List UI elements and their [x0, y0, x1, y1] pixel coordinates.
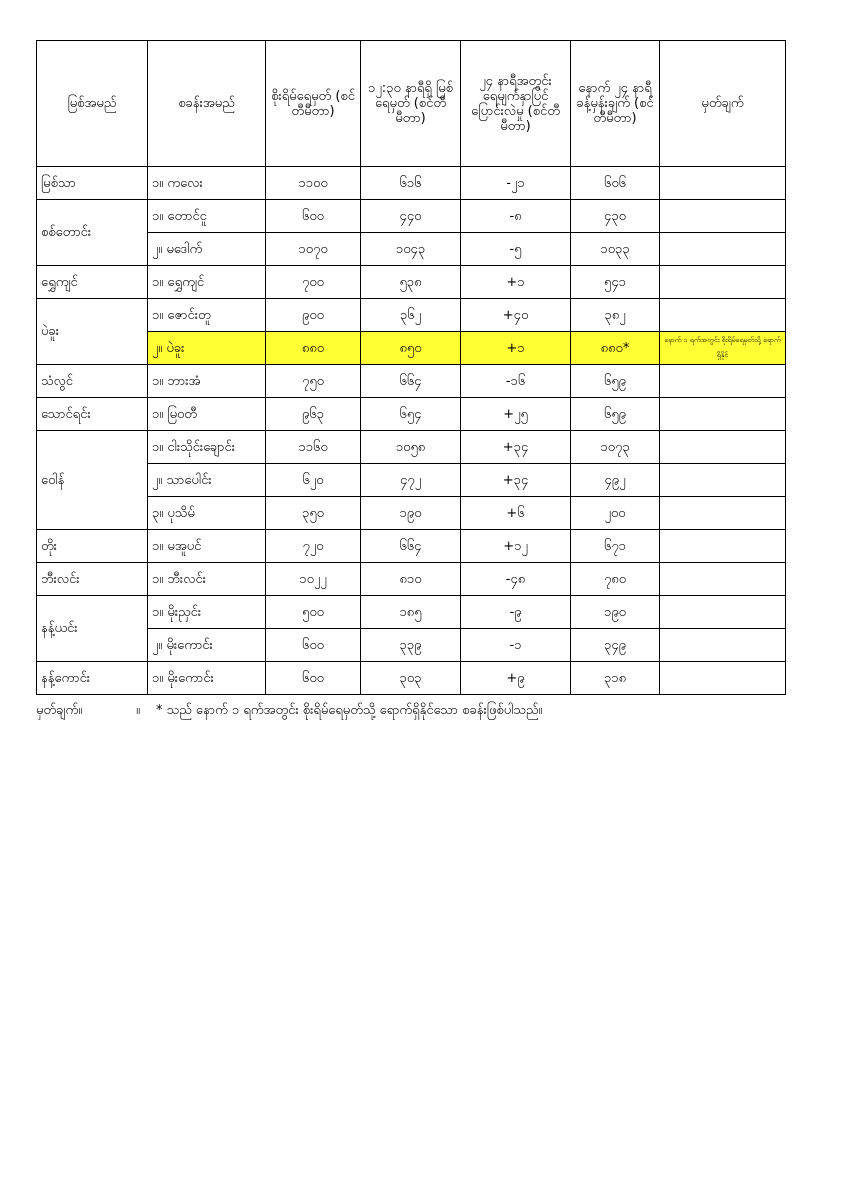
danger-level-cell: ၉၆၃	[266, 398, 361, 431]
forecast-cell: ၂၀၀	[571, 497, 660, 530]
river-name-cell: နန့်ယင်း	[37, 596, 148, 662]
table-row	[37, 431, 786, 464]
current-level-cell: ၈၅၀	[361, 332, 461, 365]
station-name-cell: ၂။ သာပေါင်း	[148, 464, 266, 497]
forecast-cell: ၁၀၃၃	[571, 233, 660, 266]
remark-cell	[660, 497, 786, 530]
current-level-cell: ၆၆၄	[361, 530, 461, 563]
remark-cell	[660, 596, 786, 629]
remark-cell	[660, 167, 786, 200]
current-level-cell: ၆၆၄	[361, 365, 461, 398]
table-row	[37, 266, 786, 299]
change-cell: +၃၄	[461, 431, 571, 464]
remark-cell	[660, 200, 786, 233]
table-row	[37, 398, 786, 431]
header-river: မြစ်အမည်	[37, 41, 148, 167]
danger-level-cell: ၉၀၀	[266, 299, 361, 332]
river-name-cell: ပဲခူး	[37, 299, 148, 365]
table-row	[37, 563, 786, 596]
header-24h-change: ၂၄ နာရီအတွင်း ရေမျက်နှာပြင် ပြောင်းလဲမှု (စင်တီမီတာ)	[461, 41, 571, 167]
header-danger-level: စိုးရိမ်ရေမှတ် (စင်တီမီတာ)	[266, 41, 361, 167]
current-level-cell: ၁၈၅	[361, 596, 461, 629]
river-name-cell: မြစ်သာ	[37, 167, 148, 200]
danger-level-cell: ၁၁၀၀	[266, 167, 361, 200]
station-name-cell: ၁။ မိုးကောင်း	[148, 662, 266, 695]
footnote-label: မှတ်ချက်။	[36, 703, 83, 718]
danger-level-cell: ၆၂၀	[266, 464, 361, 497]
change-cell: -၉	[461, 596, 571, 629]
danger-level-cell: ၇၅၀	[266, 365, 361, 398]
remark-cell	[660, 431, 786, 464]
footnote-separator: ။	[136, 703, 140, 718]
change-cell: -၄၈	[461, 563, 571, 596]
table-row	[37, 629, 786, 662]
river-name-cell: စစ်တောင်း	[37, 200, 148, 266]
station-name-cell: ၁။ မြဝတီ	[148, 398, 266, 431]
forecast-cell: ၆၀၆	[571, 167, 660, 200]
forecast-cell: ၁၀၇၃	[571, 431, 660, 464]
current-level-cell: ၁၉၀	[361, 497, 461, 530]
forecast-cell: ၄၃၀	[571, 200, 660, 233]
station-name-cell: ၁။ ဘီးလင်း	[148, 563, 266, 596]
danger-level-cell: ၁၀၇၀	[266, 233, 361, 266]
station-name-cell: ၂။ ပဲခူး	[148, 332, 266, 365]
river-name-cell: သောင်ရင်း	[37, 398, 148, 431]
forecast-cell: ၅၄၁	[571, 266, 660, 299]
table-row	[37, 299, 786, 332]
remark-cell	[660, 662, 786, 695]
table-row	[37, 167, 786, 200]
remark-cell	[660, 563, 786, 596]
danger-level-cell: ၇၂၀	[266, 530, 361, 563]
forecast-cell: ၃၁၈	[571, 662, 660, 695]
footnote	[36, 702, 542, 721]
river-name-cell: ရွှေကျင်	[37, 266, 148, 299]
change-cell: -၁	[461, 629, 571, 662]
danger-level-cell: ၃၅၀	[266, 497, 361, 530]
river-name-cell: တိုး	[37, 530, 148, 563]
current-level-cell: ၃၃၉	[361, 629, 461, 662]
station-name-cell: ၁။ ငါးသိုင်းချောင်း	[148, 431, 266, 464]
forecast-cell: ၇၈၀	[571, 563, 660, 596]
remark-cell	[660, 233, 786, 266]
table-row	[37, 200, 786, 233]
current-level-cell: ၄၇၂	[361, 464, 461, 497]
forecast-cell: ၆၅၉	[571, 365, 660, 398]
danger-level-cell: ၇၀၀	[266, 266, 361, 299]
danger-level-cell: ၅၀၀	[266, 596, 361, 629]
current-level-cell: ၄၄၀	[361, 200, 461, 233]
station-name-cell: ၂။ မိုးကောင်း	[148, 629, 266, 662]
river-name-cell: သံလွင်	[37, 365, 148, 398]
table-row	[37, 365, 786, 398]
forecast-cell: ၃၈၂	[571, 299, 660, 332]
header-station: စခန်းအမည်	[148, 41, 266, 167]
station-name-cell: ၁။ ဇောင်းတူ	[148, 299, 266, 332]
danger-level-cell: ၈၈၀	[266, 332, 361, 365]
header-remarks: မှတ်ချက်	[660, 41, 786, 167]
river-name-cell: ဘီးလင်း	[37, 563, 148, 596]
current-level-cell: ၁၀၅၈	[361, 431, 461, 464]
station-name-cell: ၃။ ပုသိမ်	[148, 497, 266, 530]
header-current-level: ၁၂:၃၀ နာရီရှိ မြစ်ရေမှတ် (စင်တီမီတာ)	[361, 41, 461, 167]
change-cell: -၈	[461, 200, 571, 233]
river-name-cell: ဝေါန်	[37, 431, 148, 530]
forecast-cell: ၁၉၀	[571, 596, 660, 629]
danger-level-cell: ၆၀၀	[266, 629, 361, 662]
danger-level-cell: ၁၁၆၀	[266, 431, 361, 464]
river-level-table	[36, 40, 786, 695]
station-name-cell: ၁။ မအူပင်	[148, 530, 266, 563]
table-row	[37, 233, 786, 266]
table-row	[37, 662, 786, 695]
change-cell: +၃၄	[461, 464, 571, 497]
table-row	[37, 530, 786, 563]
station-name-cell: ၁။ မိုးညှင်း	[148, 596, 266, 629]
danger-level-cell: ၆၀၀	[266, 662, 361, 695]
remark-cell: နောက် ၁ ရက်အတွင်း စိုးရိမ်ရေမှတ်သို့ ရောက်ရှိနိုင်	[660, 332, 786, 365]
table-row	[37, 332, 786, 365]
forecast-cell: ၆၇၁	[571, 530, 660, 563]
danger-level-cell: ၆၀၀	[266, 200, 361, 233]
current-level-cell: ၆၅၄	[361, 398, 461, 431]
remark-cell	[660, 530, 786, 563]
forecast-cell: ၄၉၂	[571, 464, 660, 497]
change-cell: +၉	[461, 662, 571, 695]
change-cell: -၅	[461, 233, 571, 266]
header-row	[37, 41, 786, 167]
change-cell: +၄၀	[461, 299, 571, 332]
danger-level-cell: ၁၀၂၂	[266, 563, 361, 596]
change-cell: +၁၂	[461, 530, 571, 563]
remark-cell	[660, 398, 786, 431]
footnote-text: * သည် နောက် ၁ ရက်အတွင်း စိုးရိမ်ရေမှတ်သို့ ရောက်ရှိနိုင်သော စခန်းဖြစ်ပါသည်။	[156, 703, 543, 718]
station-name-cell: ၁။ ဘားအံ	[148, 365, 266, 398]
change-cell: +၁	[461, 266, 571, 299]
forecast-cell: ၆၅၉	[571, 398, 660, 431]
station-name-cell: ၁။ ကလေး	[148, 167, 266, 200]
forecast-cell: ၈၈၀*	[571, 332, 660, 365]
current-level-cell: ၆၁၆	[361, 167, 461, 200]
current-level-cell: ၃၆၂	[361, 299, 461, 332]
remark-cell	[660, 299, 786, 332]
remark-cell	[660, 266, 786, 299]
remark-cell	[660, 464, 786, 497]
current-level-cell: ၈၁၀	[361, 563, 461, 596]
station-name-cell: ၁။ ရွှေကျင်	[148, 266, 266, 299]
current-level-cell: ၅၃၈	[361, 266, 461, 299]
remark-cell	[660, 629, 786, 662]
change-cell: +၆	[461, 497, 571, 530]
station-name-cell: ၂။ မဒေါက်	[148, 233, 266, 266]
river-name-cell: နန့်ကောင်း	[37, 662, 148, 695]
table-row	[37, 464, 786, 497]
station-name-cell: ၁။ တောင်ငူ	[148, 200, 266, 233]
table-row	[37, 596, 786, 629]
change-cell: -၁၆	[461, 365, 571, 398]
current-level-cell: ၁၀၄၃	[361, 233, 461, 266]
change-cell: +၁	[461, 332, 571, 365]
change-cell: +၂၅	[461, 398, 571, 431]
change-cell: -၂၁	[461, 167, 571, 200]
table-row	[37, 497, 786, 530]
current-level-cell: ၃၀၃	[361, 662, 461, 695]
header-forecast: နောက် ၂၄ နာရီ ခန့်မှန်းချက် (စင်တီမီတာ)	[571, 41, 660, 167]
forecast-cell: ၃၄၉	[571, 629, 660, 662]
remark-cell	[660, 365, 786, 398]
